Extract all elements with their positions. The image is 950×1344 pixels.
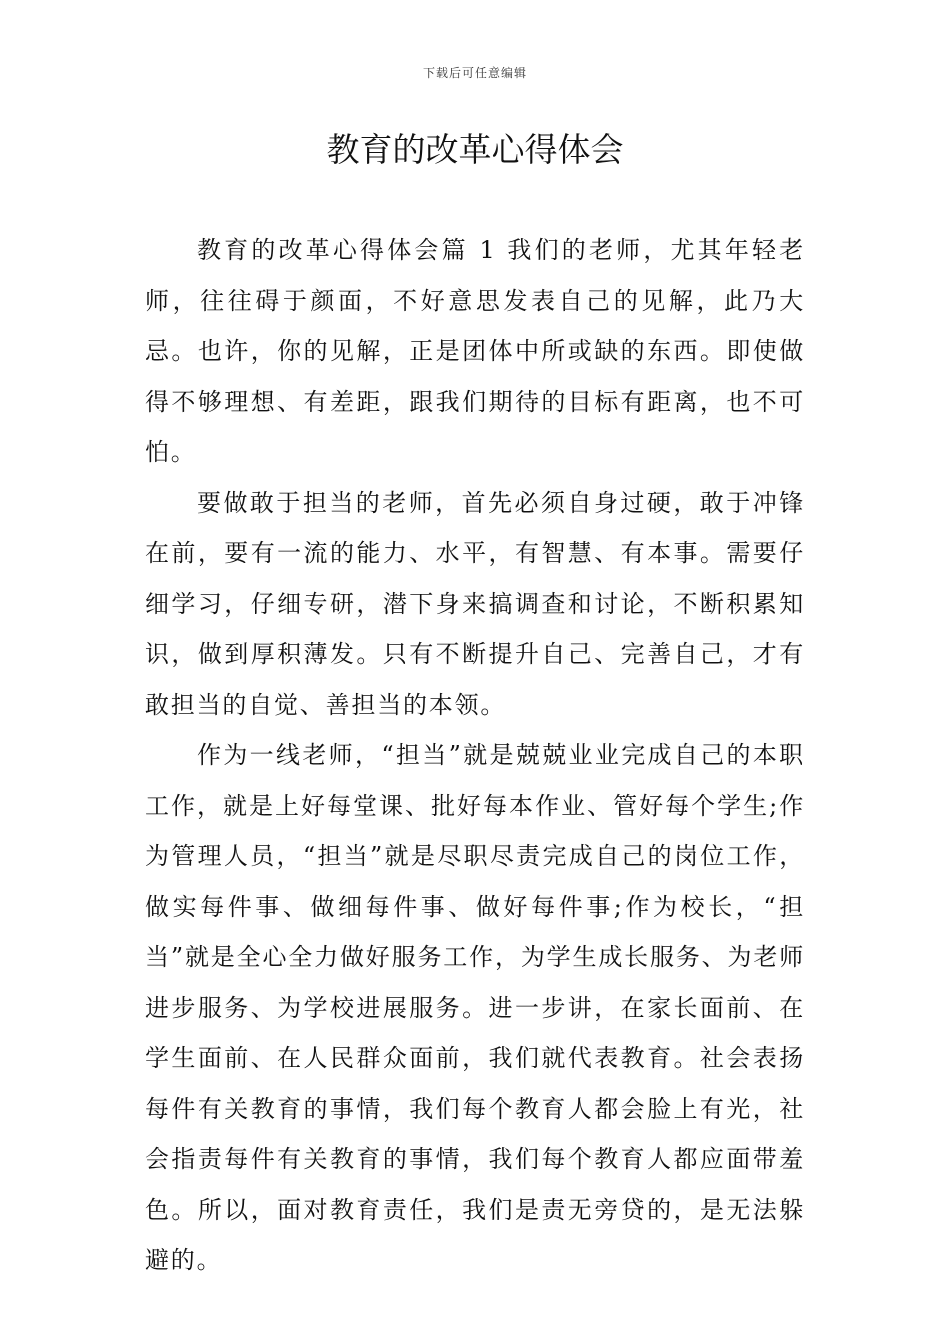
document-title: 教育的改革心得体会 bbox=[326, 130, 624, 169]
document-body bbox=[145, 225, 805, 1286]
paragraph-1: 教育的改革心得体会篇 1 我们的老师，尤其年轻老师，往往碍于颜面，不好意思发表自己的见解，此乃大忌。也许，你的见解，正是团体中所或缺的东西。即使做得不够理想、有差距，跟我们期待的目标有距离，也不可怕。 bbox=[145, 236, 805, 466]
paragraph-2: 要做敢于担当的老师，首先必须自身过硬，敢于冲锋在前，要有一流的能力、水平，有智慧、有本事。需要仔细学习，仔细专研，潜下身来搞调查和讨论，不断积累知识，做到厚积薄发。只有不断提升自己、完善自己，才有敢担当的自觉、善担当的本领。 bbox=[145, 488, 805, 719]
header-note: 下载后可任意编辑 bbox=[422, 66, 527, 80]
paragraph-3: 作为一线老师，“担当”就是兢兢业业完成自己的本职工作，就是上好每堂课、批好每本作业、管好每个学生;作为管理人员，“担当”就是尽职尽责完成自己的岗位工作，做实每件事、做细每件事、做好每件事;作为校长，“担当”就是全心全力做好服务工作，为学生成长服务、为老师进步服务、为学校进展服务。进一步讲，在家长面前、在学生面前、在人民群众面前，我们就代表教育。社会表扬每件有关教育的事情，我们每个教育人都会脸上有光，社会指责每件有关教育的事情，我们每个教育人都应面带羞色。所以，面对教育责任，我们是责无旁贷的，是无法躲避的。 bbox=[145, 741, 805, 1274]
